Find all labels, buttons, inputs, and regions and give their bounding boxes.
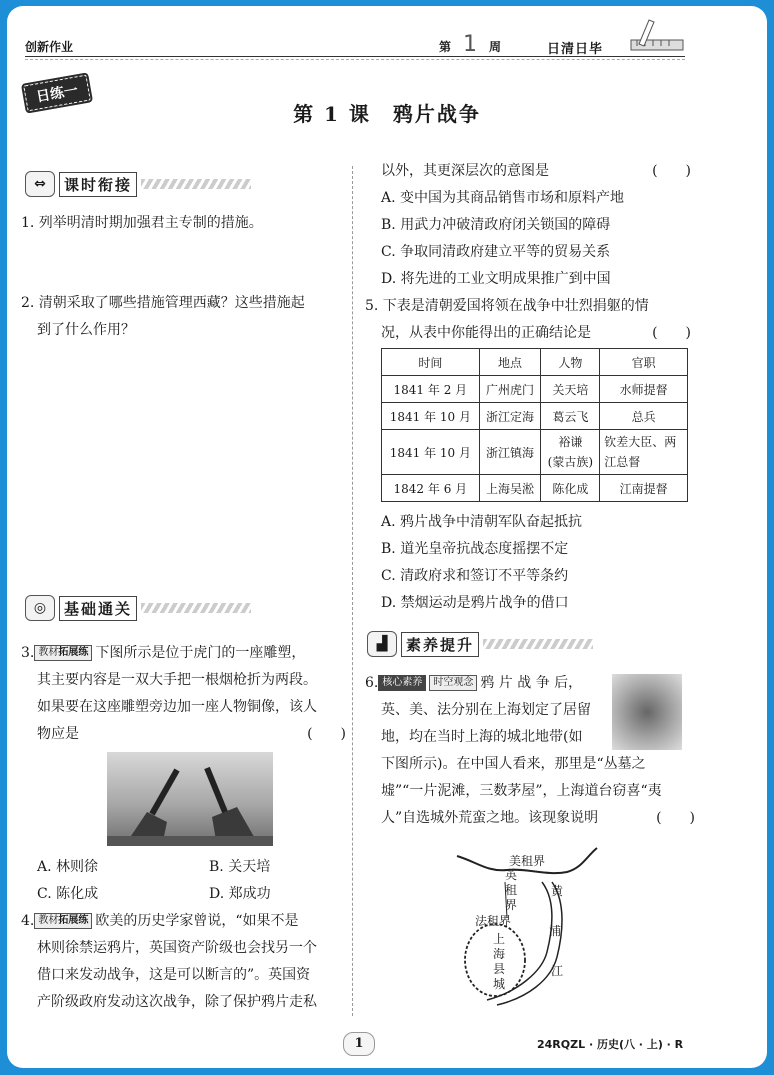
question-3-number: 3.	[21, 645, 35, 661]
section-bar	[483, 639, 593, 649]
table-header: 官职	[600, 349, 688, 376]
section-bar	[141, 179, 251, 189]
question-3-options	[37, 854, 347, 908]
question-4-continued	[365, 158, 691, 347]
table-cell: 1841 年 2 月	[382, 376, 480, 403]
map-label-river: 江	[551, 964, 564, 978]
section-basic-label: 基础通关	[59, 596, 137, 621]
map-label-us: 美租界	[509, 854, 546, 868]
map-label-city: 上 海 县 城	[493, 932, 506, 991]
textbook-tag	[34, 913, 92, 929]
map-label-fr: 法租界	[475, 914, 512, 928]
option-b[interactable]: B. 道光皇帝抗战态度摇摆不定	[381, 541, 569, 557]
sculpture-illustration	[107, 752, 273, 846]
question-6-line: 英、美、法分别在上海划定了居留	[381, 702, 591, 718]
question-6-line: 地，均在当时上海的城北地带(如	[381, 729, 583, 745]
question-4-line: 欧美的历史学家曾说，“如果不是	[95, 913, 299, 929]
textbook-tag-label: 教材	[38, 915, 59, 926]
table-cell: 广州虎门	[479, 376, 541, 403]
table-cell: 1841 年 10 月	[382, 430, 480, 475]
textbook-tag	[34, 645, 92, 661]
table-cell: 钦差大臣、两 江总督	[600, 430, 688, 475]
answer-paren: ( )	[656, 810, 695, 826]
header-left: 创新作业	[25, 40, 74, 54]
table-cell: 浙江镇海	[479, 430, 541, 475]
option-c[interactable]: C. 陈化成	[37, 886, 99, 902]
header-rule-dashed	[25, 59, 685, 60]
table-cell: 陈化成	[541, 475, 600, 502]
core-literacy-tag: 核心素养	[378, 675, 426, 691]
question-6-number: 6.	[365, 675, 379, 691]
question-4-line: 产阶级政府发动这次战争，除了保护鸦片走私	[37, 994, 317, 1010]
question-6-line: 墟”“一片泥滩，三数茅屋”，上海道台窃喜“夷	[381, 783, 662, 799]
option-b[interactable]: B. 关天培	[209, 859, 271, 875]
blurred-image	[612, 674, 682, 750]
option-c[interactable]: C. 清政府求和签订不平等条约	[381, 568, 569, 584]
table-cell: 1841 年 10 月	[382, 403, 480, 430]
question-4-line: 林则徐禁运鸦片，英国资产阶级也会找另一个	[37, 940, 317, 956]
week-suffix: 周	[489, 40, 502, 54]
page	[7, 6, 767, 1068]
ruler-pen-icon	[629, 16, 689, 56]
question-3	[21, 640, 346, 748]
table-cell: 水师提督	[600, 376, 688, 403]
question-6-line: 人”自选城外荒蛮之地。该现象说明	[381, 810, 599, 826]
question-2-line: 2. 清朝采取了哪些措施管理西藏？这些措施起	[21, 295, 305, 311]
question-4-line: 借口来发动战争，这是可以断言的”。英国资	[37, 967, 311, 983]
table-header: 人物	[541, 349, 600, 376]
question-3-line: 物应是	[37, 726, 79, 742]
table-cell: 上海吴淞	[479, 475, 541, 502]
map-label-uk: 英 租 界	[505, 868, 518, 912]
column-divider	[352, 166, 353, 1016]
book-code: 24RQZL · 历史(八 · 上) · R	[537, 1038, 684, 1051]
question-1: 1. 列举明清时期加强君主专制的措施。	[21, 215, 263, 231]
option-d[interactable]: D. 郑成功	[209, 886, 271, 902]
table-cell: 江南提督	[600, 475, 688, 502]
question-6-line: 下图所示)。在中国人看来，那里是“丛墓之	[381, 756, 646, 772]
option-b[interactable]: B. 用武力冲破清政府闭关锁国的障碍	[381, 217, 611, 233]
option-c[interactable]: C. 争取同清政府建立平等的贸易关系	[381, 244, 611, 260]
answer-paren: ( )	[652, 325, 691, 341]
section-literacy	[367, 630, 593, 658]
lesson-title: 第 1 课 鸦片战争	[293, 102, 481, 126]
extension-tag-label: 拓展练	[58, 647, 89, 658]
question-3-line: 其主要内容是一双大手把一根烟枪折为两段。	[37, 672, 317, 688]
week-prefix: 第	[439, 40, 452, 54]
header-rule	[25, 56, 685, 57]
table-cell: 1842 年 6 月	[382, 475, 480, 502]
section-bar	[141, 603, 251, 613]
question-5-line: 况，从表中你能得出的正确结论是	[381, 325, 591, 341]
target-icon: ◎	[25, 595, 55, 621]
shanghai-concessions-map	[447, 842, 607, 1006]
option-a[interactable]: A. 变中国为其商品销售市场和原料产地	[381, 190, 625, 206]
table-cell: 葛云飞	[541, 403, 600, 430]
option-a[interactable]: A. 鸦片战争中清朝军队奋起抵抗	[381, 514, 583, 530]
table-row	[382, 376, 688, 403]
week-number: 1	[463, 32, 478, 57]
extension-tag-label: 拓展练	[58, 915, 89, 926]
table-header: 地点	[479, 349, 541, 376]
map-label-river: 浦	[549, 924, 562, 938]
answer-paren: ( )	[307, 726, 346, 742]
option-d[interactable]: D. 禁烟运动是鸦片战争的借口	[381, 595, 569, 611]
table-cell: 关天培	[541, 376, 600, 403]
table-row	[382, 403, 688, 430]
question-6-line: 鸦 片 战 争 后，	[480, 675, 583, 691]
page-number: 1	[343, 1032, 375, 1056]
sculpture-photo	[107, 752, 273, 846]
question-4-line: 以外，其更深层次的意图是	[381, 163, 549, 179]
question-4	[21, 908, 346, 1016]
header-right: 日清日毕	[547, 42, 604, 57]
table-cell: 浙江定海	[479, 403, 541, 430]
table-cell: 裕谦 (蒙古族)	[541, 430, 600, 475]
option-d[interactable]: D. 将先进的工业文明成果推广到中国	[381, 271, 611, 287]
table-header: 时间	[382, 349, 480, 376]
section-review	[25, 170, 251, 198]
table-header-row	[382, 349, 688, 376]
table-row	[382, 475, 688, 502]
question-5-options	[381, 509, 691, 617]
answer-paren: ( )	[652, 163, 691, 179]
section-review-label: 课时衔接	[59, 172, 137, 197]
generals-table	[381, 348, 688, 502]
table-row	[382, 430, 688, 475]
question-2-line: 到了什么作用？	[37, 322, 135, 338]
daily-practice-tag: 日练一	[23, 75, 91, 112]
question-2	[21, 290, 346, 344]
option-a[interactable]: A. 林则徐	[37, 859, 99, 875]
table-cell: 总兵	[600, 403, 688, 430]
question-5-line: 5. 下表是清朝爱国将领在战争中壮烈捐躯的情	[365, 298, 649, 314]
chart-icon: ▟	[367, 631, 397, 657]
week-indicator	[439, 32, 501, 57]
swap-icon: ⇔	[25, 171, 55, 197]
textbook-tag-label: 教材	[38, 647, 59, 658]
map-label-river: 黄	[551, 884, 564, 898]
section-basic	[25, 594, 251, 622]
question-3-line: 下图所示是位于虎门的一座雕塑，	[95, 645, 306, 661]
question-3-line: 如果要在这座雕塑旁边加一座人物铜像，该人	[37, 699, 317, 715]
section-literacy-label: 素养提升	[401, 632, 479, 657]
question-4-number: 4.	[21, 913, 35, 929]
spacetime-tag: 时空观念	[429, 675, 477, 691]
